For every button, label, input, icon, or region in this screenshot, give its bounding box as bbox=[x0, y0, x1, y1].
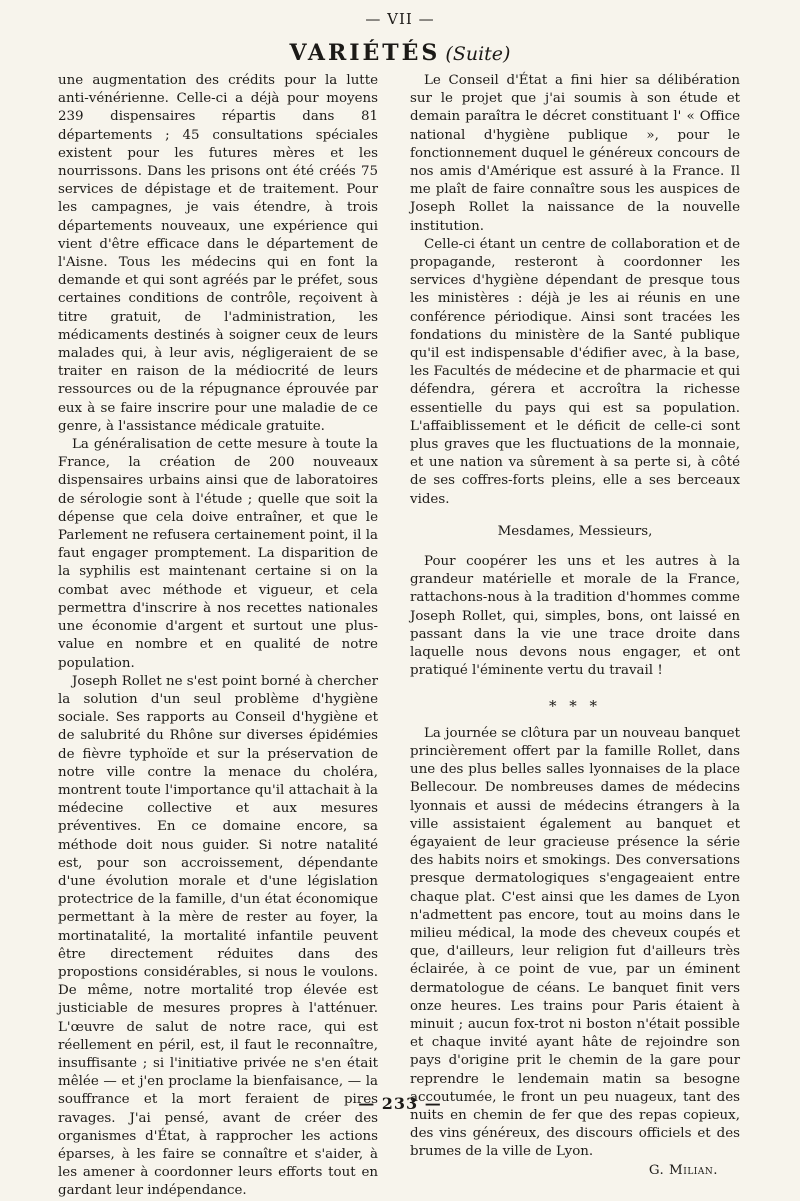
page-number-roman: — VII — bbox=[365, 10, 435, 28]
asterism-divider: * * * bbox=[548, 696, 602, 715]
section-header bbox=[0, 40, 800, 66]
salutation: Mesdames, Messieurs, bbox=[497, 523, 653, 539]
closing-paragraph: Pour coopérer les uns et les autres à la grandeur matérielle et morale de la France, rattachons-nous à la tradition d'hommes comme Joseph Rollet, qui, simples, bons, ont laissé en passant dans la vie une trace droite dans laquelle nous devons nous engager, et ont pratiqué l'éminente vertu du travail ! bbox=[410, 554, 740, 679]
author-signature: G. Milian. bbox=[648, 1162, 718, 1178]
paragraph: Celle-ci étant un centre de collaboration et de propagande, resteront à coordonner les services d'hygiène dépendant de presque tous les ministères : déjà je les ai réunis en une conférence périodique. Ainsi sont tracées les fondations du ministère de la Santé publique qu'il est indispensable d'édifier avec, à la base, les Facultés de médecine et de pharmacie et qui défendra, gérera et accroîtra la richesse essentielle du pays qui est sa population. L'affaiblissement et le déficit de celle-ci sont plus graves que les fluctuations de la monnaie, et une nation va sûrement à sa perte si, à côté de ses coffres-forts pleins, elle a ses berceaux vides. bbox=[410, 236, 740, 507]
section-title: VARIÉTÉS bbox=[289, 40, 441, 66]
paragraph: La généralisation de cette mesure à toute la France, la création de 200 nouveaux dispensaires urbains ainsi que de laboratoires de sérologie sont à l'étude ; quelle que soit la dépense que cela doive entraîner, et que le Parlement ne refusera certainement point, il la faut engager promptement. La disparition de la syphilis est maintenant certaine si on la combat avec méthode et vigueur, et cela permettra d'inscrire à nos recettes nationales une économie d'argent et surtout une plus-value en nombre et en qualité de notre population. bbox=[58, 437, 378, 671]
section-suffix: (Suite) bbox=[445, 43, 511, 65]
right-column bbox=[410, 72, 740, 1178]
final-paragraph-text: La journée se clôtura par un nouveau banquet princièrement offert par la famille Rollet, dans une des plus belles salles lyonnaises de la place Bellecour. De nombreuses dames de médecins lyonnais et aussi de médecins étrangers à la ville assistaient également au banquet et égayaient de leur gracieuse présence la série des habits noirs et smokings. Des conversations presque dermatologiques s'engageaient entre chaque plat. C'est ainsi que les dames de Lyon n'admettent pas encore, tout au moins dans le milieu médical, la mode des cheveux coupés et que, d'ailleurs, leur religion fut d'ailleurs très éclairée, à ce point de vue, par un éminent dermatologue de céans. Le banquet finit vers onze heures. Les trains pour Paris étaient à minuit ; aucun fox-trot ni boston n'était possible et chaque invité ayant hâte de rejoindre son pays d'origine prit le chemin de la gare pour reprendre le lendemain matin sa besogne accoutumée, le front un peu nuageux, tant des nuits en chemin de fer que des repas copieux, des vins généreux, des discours officiels et des brumes de la ville de Lyon. bbox=[410, 725, 740, 1160]
left-column bbox=[58, 72, 378, 1199]
paragraph: Le Conseil d'État a fini hier sa délibération sur le projet que j'ai soumis à son étude et demain paraîtra le décret constituant l' « Office national d'hygiène publique », pour le fonctionnement duquel le généreux concours de nos amis d'Amérique est assuré à la France. Il me plaît de faire connaître sous les auspices de Joseph Rollet la naissance de la nouvelle institution. bbox=[410, 73, 740, 234]
signature-block bbox=[410, 1162, 740, 1180]
paragraph: Joseph Rollet ne s'est point borné à chercher la solution d'un seul problème d'hygiène sociale. Ses rapports au Conseil d'hygiène et de salubrité du Rhône sur diverses épidémies de fièvre typhoïde et sur la préservation de notre ville contre la menace du choléra, montrent toute l'importance qu'il attachait à la médecine collective et aux mesures préventives. En ce domaine encore, sa méthode doit nous guider. Si notre natalité est, pour son accroissement, dépendante d'une évolution morale et d'une législation protectrice de la famille, d'un état économique permettant à la mère de rester au foyer, la mortinatalité, la mortalité infantile peuvent être directement réduites dans des propostions considérables, si nous le voulons. De même, notre mortalité trop élevée est justiciable de mesures propres à l'atténuer. L'œuvre de salut de notre race, qui est réellement en péril, est, il faut le reconnaître, insuffisante ; si l'initiative privée ne s'en était mêlée — et j'en proclame la bienfaisance, — la souffrance et la mort feraient de pires ravages. J'ai pensé, avant de créer des organismes d'État, à rapprocher les actions éparses, à les faire se connaître et s'aider, à les amener à coordonner leurs efforts tout en gardant leur indépendance. bbox=[58, 673, 378, 1199]
page-number: — 233 — bbox=[358, 1094, 442, 1113]
paragraph: une augmentation des crédits pour la lutte anti-vénérienne. Celle-ci a déjà pour moyens 239 dispensaires répartis dans 81 départements ; 45 consultations spéciales existent pour les futures mères et les nourrissons. Dans les prisons ont été créés 75 services de dépistage et de traitement. Pour les campagnes, je vais étendre, à trois départements nouveaux, une expérience qui vient d'être efficace dans le département de l'Aisne. Tous les médecins qui en font la demande et qui sont agréés par le préfet, sous certaines conditions de contrôle, reçoivent à titre gratuit, de l'administration, les médicaments destinés à soigner ceux de leurs malades qui, à leur avis, négligeraient de se traiter en raison de la médiocrité de leurs ressources ou de la répugnance éprouvée par eux à se faire inscrire pour une maladie de ce genre, à l'assistance médicale gratuite. bbox=[58, 73, 378, 434]
